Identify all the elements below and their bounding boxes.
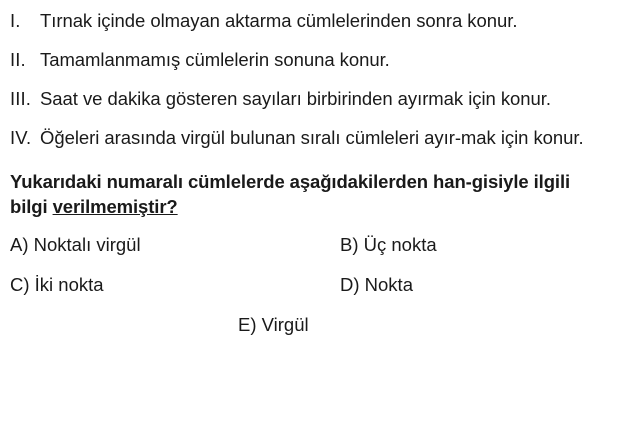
- question-stem: [10, 169, 605, 219]
- roman-numeral-list: [10, 8, 615, 151]
- option-b[interactable]: B) Üç nokta: [340, 234, 437, 255]
- list-item-text: Saat ve dakika gösteren sayıları birbirinden ayırmak için konur.: [40, 88, 551, 109]
- option-d[interactable]: D) Nokta: [340, 274, 413, 295]
- option-e[interactable]: E) Virgül: [238, 314, 309, 335]
- list-item-text: Tamamlanmamış cümlelerin sonuna konur.: [40, 49, 390, 70]
- answer-options: [10, 233, 615, 337]
- option-row-2: [10, 273, 615, 297]
- option-a[interactable]: A) Noktalı virgül: [10, 234, 141, 255]
- list-item: [10, 86, 615, 112]
- option-row-3: [10, 313, 615, 337]
- list-item-text: Tırnak içinde olmayan aktarma cümlelerinden sonra konur.: [40, 10, 518, 31]
- list-item-marker: I.: [10, 10, 21, 31]
- option-row-1: [10, 233, 615, 257]
- list-item-marker: IV.: [10, 127, 32, 148]
- question-stem-underlined: verilmemiştir?: [52, 196, 178, 217]
- list-item-marker: III.: [10, 88, 31, 109]
- list-item: [10, 125, 615, 151]
- list-item: [10, 47, 615, 73]
- list-item: [10, 8, 615, 34]
- list-item-text: Öğeleri arasında virgül bulunan sıralı cümleleri ayır-mak için konur.: [40, 127, 584, 148]
- option-c[interactable]: C) İki nokta: [10, 274, 104, 295]
- list-item-marker: II.: [10, 49, 26, 70]
- question-stem-text: Yukarıdaki numaralı cümlelerde aşağıdakilerden han-gisiyle ilgili bilgi: [10, 171, 571, 217]
